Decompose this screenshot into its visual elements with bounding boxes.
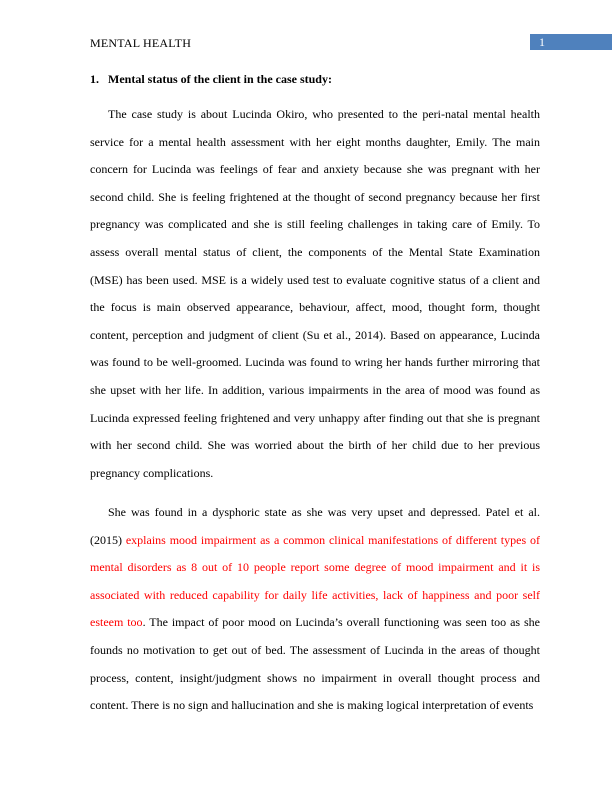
- running-header-title: MENTAL HEALTH: [90, 36, 192, 50]
- paragraph-1: The case study is about Lucinda Okiro, who presented to the peri-natal mental health service for a mental health assessment with her eight months daughter, Emily. The main concern for Lucinda was feelings of fear and anxiety because she was pregnant with her second child. She is feeling frightened at the thought of second pregnancy because her first pregnancy was complicated and she is still feeling challenges in taking care of Emily. To assess overall mental status of client, the components of the Mental State Examination (MSE) has been used. MSE is a widely used test to evaluate cognitive status of a client and the focus is main observed appearance, behaviour, affect, mood, thought form, thought content, perception and judgment of client (Su et al., 2014). Based on appearance, Lucinda was found to be well-groomed. Lucinda was found to wring her hands further mirroring that she upset with her life. In addition, various impairments in the area of mood was found as Lucinda expressed feeling frightened and very unhappy after finding out that she is pregnant with her second child. She was worried about the birth of her child due to her previous pregnancy complications.: [90, 107, 540, 480]
- paragraph-2-end: . The impact of poor mood on Lucinda’s overall functioning was seen too as she founds no motivation to get out of bed. The assessment of Lucinda in the areas of thought process, content, insight/judgment shows no impairment in overall thought process and content. There is no sign and hallucination and she is making logical interpretation of events: [90, 615, 540, 713]
- paragraph-2-start: She was found in a dysphoric state as she was very upset and depressed. Patel et al. (2015): [90, 505, 540, 547]
- paragraph-2: [90, 499, 540, 720]
- page-number-bar: [530, 34, 612, 50]
- paragraph-2-highlighted-text: explains mood impairment as a common clinical manifestations of different types of mental disorders as 8 out of 10 people report some degree of mood impairment and it is associated with reduced capability for daily life activities, lack of happiness and poor self esteem too: [90, 532, 540, 630]
- section-number: 1.: [90, 72, 99, 86]
- section-heading: [90, 72, 332, 87]
- page-number: 1: [539, 35, 545, 49]
- section-heading-text: Mental status of the client in the case study:: [108, 72, 332, 86]
